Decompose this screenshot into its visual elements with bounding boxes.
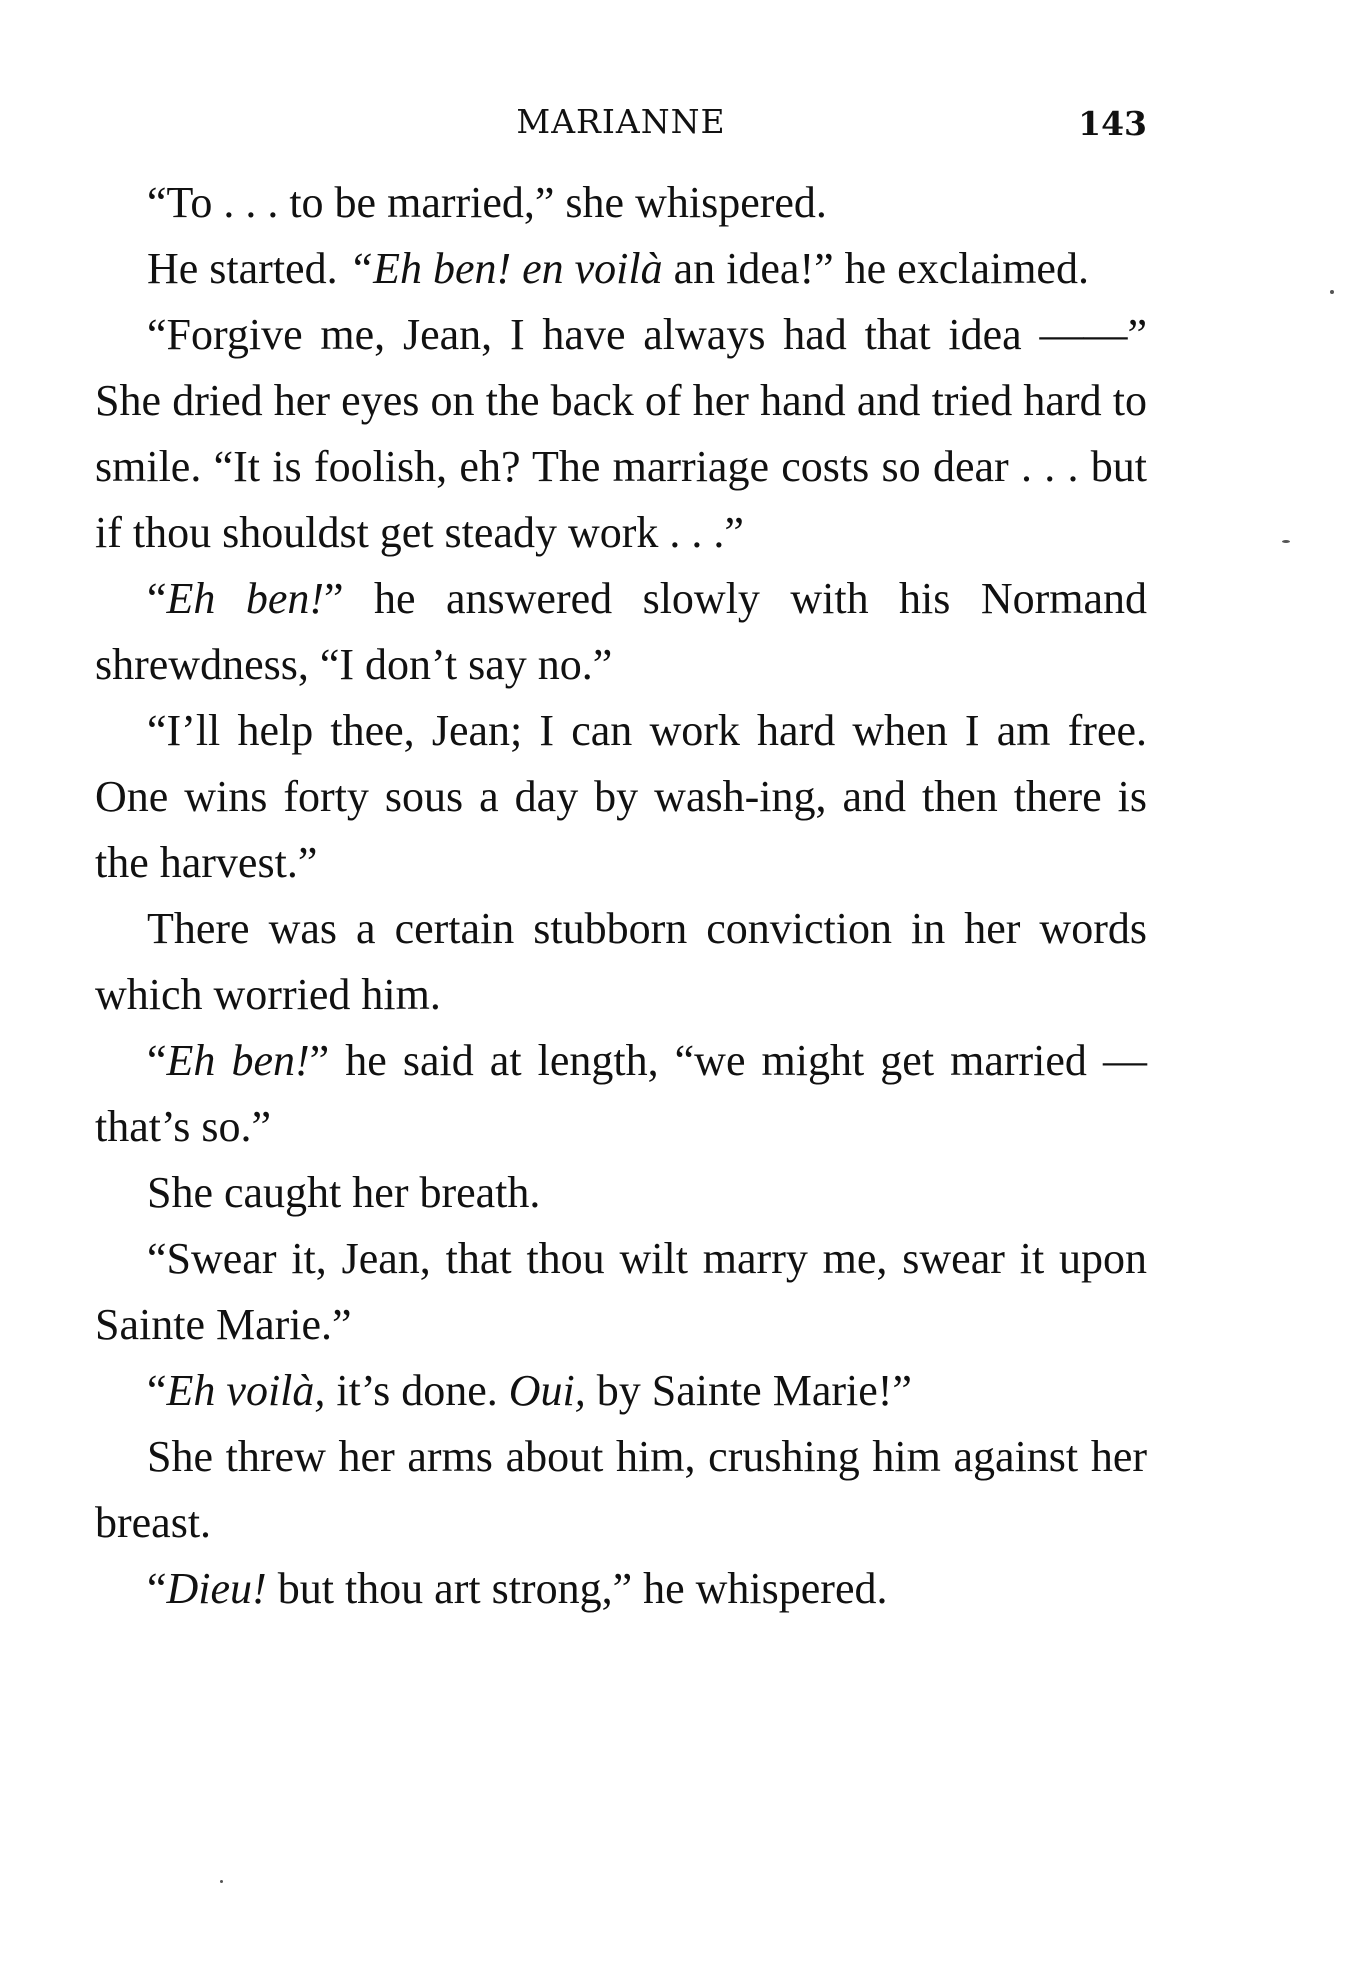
text-run: ” he said at length, “we might get married — that’s so.” [95, 1036, 1147, 1151]
paper-speck [1282, 540, 1290, 543]
running-head [95, 102, 1147, 146]
text-run: There was a certain stubborn conviction in her words which worried him. [95, 904, 1147, 1019]
running-title: MARIANNE [516, 102, 726, 141]
italic-text: Eh ben! [166, 574, 325, 623]
text-run: ” he answered slowly with his Normand shrewdness, “I don’t say no.” [95, 574, 1147, 689]
text-run: “Swear it, Jean, that thou wilt marry me, swear it upon Sainte Marie.” [95, 1234, 1147, 1349]
italic-text: Oui, [508, 1366, 586, 1415]
italic-text: Eh voilà, [166, 1366, 326, 1415]
italic-text: Dieu! [166, 1564, 267, 1613]
text-run: “ [147, 1366, 167, 1415]
paragraph [95, 1226, 1147, 1358]
text-run: “I’ll help thee, Jean; I can work hard when I am free. One wins forty sous a day by wash-ing, and then there is the harvest.” [95, 706, 1147, 887]
paper-speck [220, 1880, 223, 1883]
paragraph [95, 1556, 1147, 1622]
paragraph [95, 1424, 1147, 1556]
text-run: “ [147, 1564, 167, 1613]
text-run: “Forgive me, Jean, I have always had that idea ——” She dried her eyes on the back of her hand and tried hard to smile. “It is foolish, eh? The marriage costs so dear . . . but if thou shouldst get steady work . . .” [95, 310, 1147, 557]
paper-speck [1330, 290, 1334, 294]
text-run: an idea!” he exclaimed. [662, 244, 1089, 293]
paragraph [95, 1358, 1147, 1424]
text-run: it’s done. [325, 1366, 509, 1415]
text-run: She caught her breath. [147, 1168, 541, 1217]
paragraph [95, 1160, 1147, 1226]
text-run: by Sainte Marie!” [585, 1366, 912, 1415]
paragraph [95, 236, 1147, 302]
text-run: “ [147, 574, 167, 623]
text-run: She threw her arms about him, crushing him against her breast. [95, 1432, 1147, 1547]
paragraph [95, 170, 1147, 236]
italic-text: Eh ben! [166, 1036, 310, 1085]
page-number: 143 [1078, 104, 1147, 143]
paragraph [95, 302, 1147, 566]
text-body [95, 170, 1147, 1622]
italic-text: “Eh ben! en voilà [348, 244, 663, 293]
paragraph [95, 896, 1147, 1028]
paragraph [95, 698, 1147, 896]
text-run: “ [147, 1036, 167, 1085]
paragraph [95, 1028, 1147, 1160]
text-run: He started. [147, 244, 349, 293]
paragraph [95, 566, 1147, 698]
text-run: but thou art strong,” he whispered. [266, 1564, 888, 1613]
text-run: “To . . . to be married,” she whispered. [147, 178, 827, 227]
